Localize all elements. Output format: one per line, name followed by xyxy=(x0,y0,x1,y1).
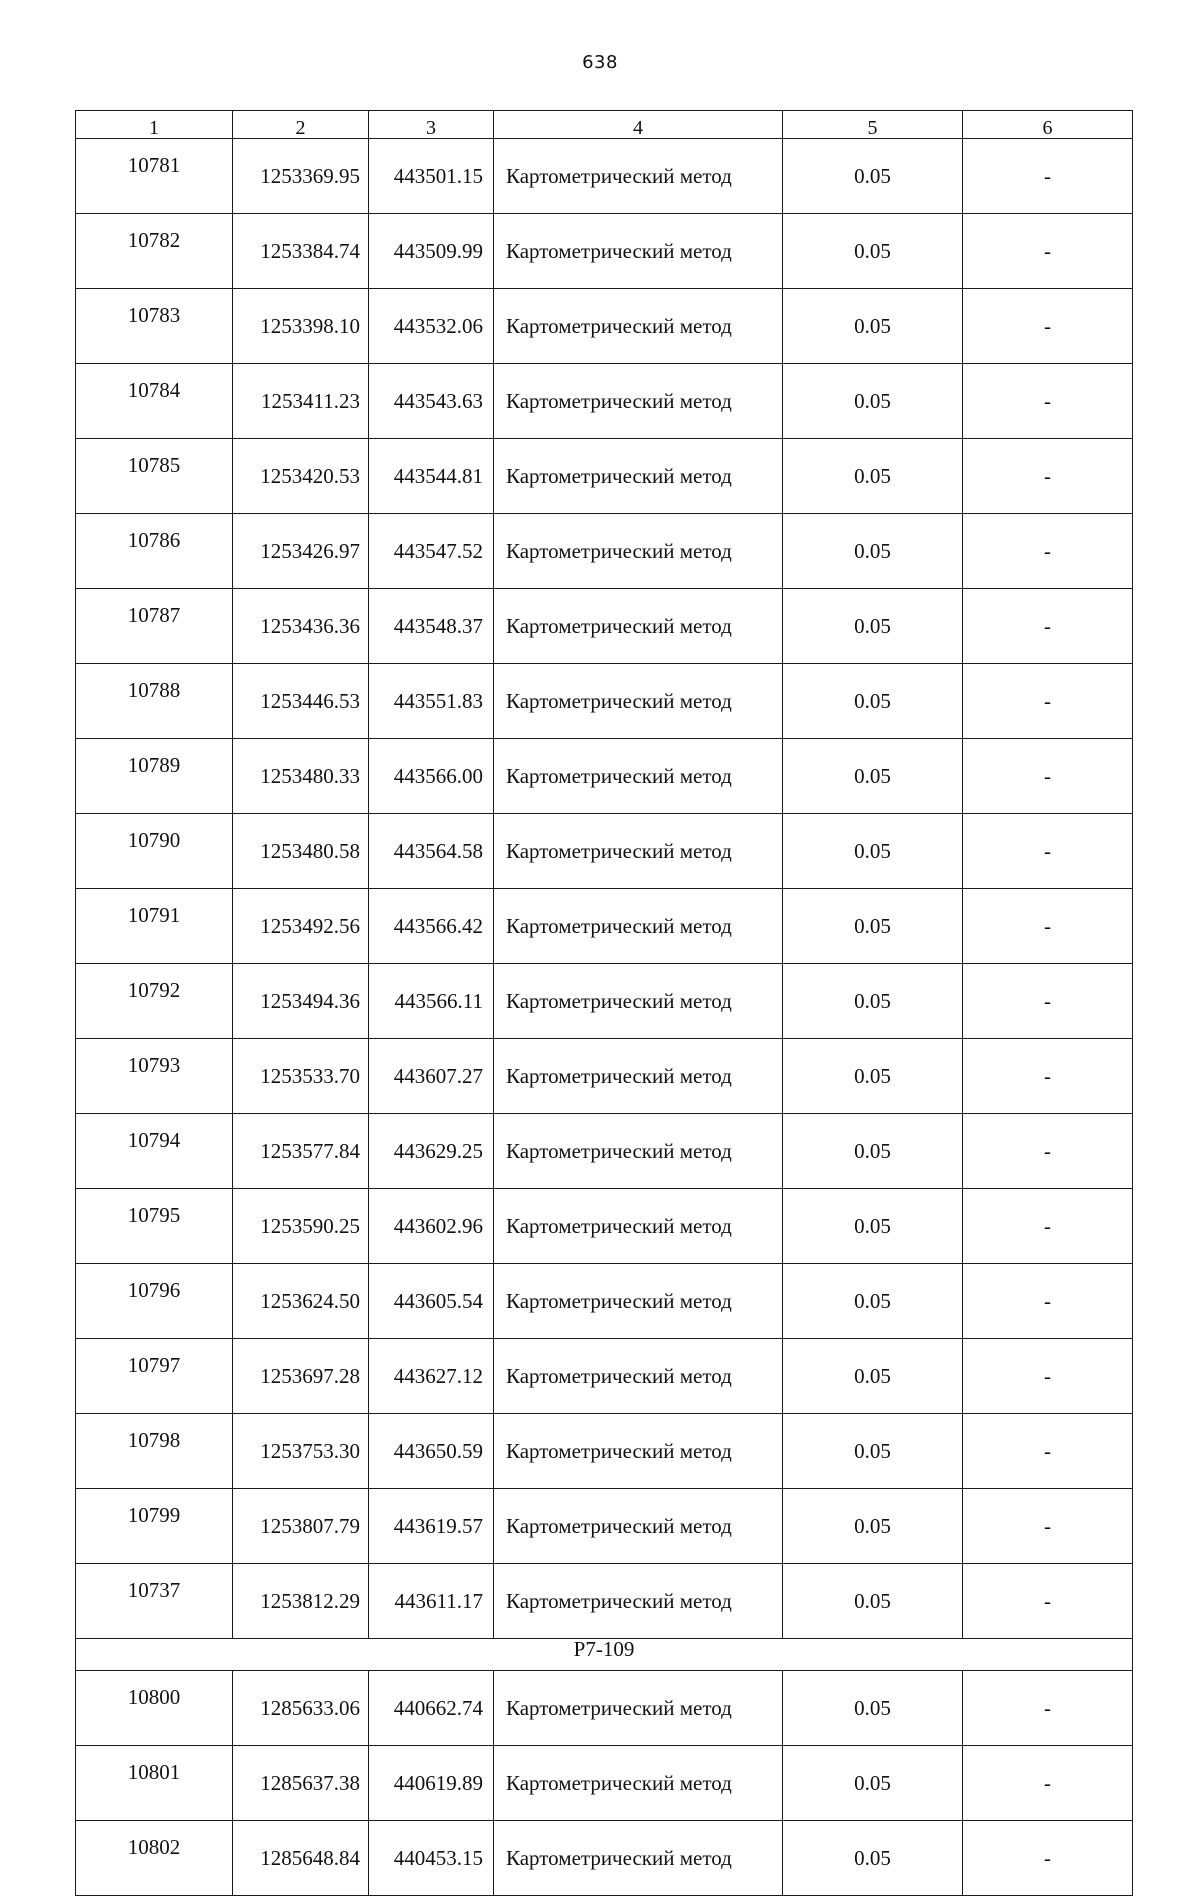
accuracy-cell: 0.05 xyxy=(783,1821,963,1896)
method-cell: Картометрический метод xyxy=(494,664,783,739)
x-coordinate-cell: 1253807.79 xyxy=(233,1489,369,1564)
y-coordinate-cell: 443548.37 xyxy=(369,589,494,664)
method-cell: Картометрический метод xyxy=(494,589,783,664)
method-cell: Картометрический метод xyxy=(494,1039,783,1114)
table-row xyxy=(76,589,1133,664)
x-coordinate-cell: 1253590.25 xyxy=(233,1189,369,1264)
coordinates-table xyxy=(75,110,1133,1896)
accuracy-cell: 0.05 xyxy=(783,1564,963,1639)
y-coordinate-cell: 443566.11 xyxy=(369,964,494,1039)
x-coordinate-cell: 1285633.06 xyxy=(233,1671,369,1746)
note-cell: - xyxy=(963,1264,1133,1339)
accuracy-cell: 0.05 xyxy=(783,664,963,739)
note-cell: - xyxy=(963,814,1133,889)
point-number-cell: 10781 xyxy=(76,139,233,214)
page-number: 638 xyxy=(582,52,618,73)
y-coordinate-cell: 443509.99 xyxy=(369,214,494,289)
accuracy-cell: 0.05 xyxy=(783,214,963,289)
table-row xyxy=(76,1189,1133,1264)
note-cell: - xyxy=(963,139,1133,214)
point-number-cell: 10791 xyxy=(76,889,233,964)
x-coordinate-cell: 1253384.74 xyxy=(233,214,369,289)
table-row xyxy=(76,964,1133,1039)
x-coordinate-cell: 1253697.28 xyxy=(233,1339,369,1414)
accuracy-cell: 0.05 xyxy=(783,1114,963,1189)
note-cell: - xyxy=(963,1671,1133,1746)
x-coordinate-cell: 1285648.84 xyxy=(233,1821,369,1896)
section-row xyxy=(76,1639,1133,1671)
y-coordinate-cell: 443602.96 xyxy=(369,1189,494,1264)
point-number-cell: 10788 xyxy=(76,664,233,739)
note-cell: - xyxy=(963,1414,1133,1489)
table-row xyxy=(76,1264,1133,1339)
table-header-row xyxy=(76,111,1133,139)
y-coordinate-cell: 443501.15 xyxy=(369,139,494,214)
y-coordinate-cell: 443532.06 xyxy=(369,289,494,364)
column-header: 3 xyxy=(369,111,494,139)
method-cell: Картометрический метод xyxy=(494,964,783,1039)
y-coordinate-cell: 443607.27 xyxy=(369,1039,494,1114)
point-number-cell: 10795 xyxy=(76,1189,233,1264)
point-number-cell: 10782 xyxy=(76,214,233,289)
point-number-cell: 10784 xyxy=(76,364,233,439)
method-cell: Картометрический метод xyxy=(494,889,783,964)
table-row xyxy=(76,1821,1133,1896)
x-coordinate-cell: 1253398.10 xyxy=(233,289,369,364)
table-row xyxy=(76,739,1133,814)
note-cell: - xyxy=(963,1746,1133,1821)
note-cell: - xyxy=(963,1189,1133,1264)
point-number-cell: 10785 xyxy=(76,439,233,514)
method-cell: Картометрический метод xyxy=(494,514,783,589)
note-cell: - xyxy=(963,1489,1133,1564)
note-cell: - xyxy=(963,589,1133,664)
accuracy-cell: 0.05 xyxy=(783,964,963,1039)
method-cell: Картометрический метод xyxy=(494,1489,783,1564)
point-number-cell: 10796 xyxy=(76,1264,233,1339)
point-number-cell: 10789 xyxy=(76,739,233,814)
note-cell: - xyxy=(963,664,1133,739)
point-number-cell: 10798 xyxy=(76,1414,233,1489)
x-coordinate-cell: 1253753.30 xyxy=(233,1414,369,1489)
x-coordinate-cell: 1253624.50 xyxy=(233,1264,369,1339)
note-cell: - xyxy=(963,439,1133,514)
accuracy-cell: 0.05 xyxy=(783,814,963,889)
x-coordinate-cell: 1253411.23 xyxy=(233,364,369,439)
accuracy-cell: 0.05 xyxy=(783,1339,963,1414)
x-coordinate-cell: 1253369.95 xyxy=(233,139,369,214)
y-coordinate-cell: 443627.12 xyxy=(369,1339,494,1414)
section-label: Р7-109 xyxy=(76,1639,1133,1671)
accuracy-cell: 0.05 xyxy=(783,1039,963,1114)
y-coordinate-cell: 443544.81 xyxy=(369,439,494,514)
accuracy-cell: 0.05 xyxy=(783,514,963,589)
accuracy-cell: 0.05 xyxy=(783,439,963,514)
accuracy-cell: 0.05 xyxy=(783,1414,963,1489)
accuracy-cell: 0.05 xyxy=(783,289,963,364)
x-coordinate-cell: 1285637.38 xyxy=(233,1746,369,1821)
note-cell: - xyxy=(963,364,1133,439)
table-row xyxy=(76,814,1133,889)
point-number-cell: 10802 xyxy=(76,1821,233,1896)
point-number-cell: 10799 xyxy=(76,1489,233,1564)
method-cell: Картометрический метод xyxy=(494,289,783,364)
column-header: 4 xyxy=(494,111,783,139)
y-coordinate-cell: 443619.57 xyxy=(369,1489,494,1564)
method-cell: Картометрический метод xyxy=(494,814,783,889)
point-number-cell: 10794 xyxy=(76,1114,233,1189)
table-row xyxy=(76,364,1133,439)
point-number-cell: 10783 xyxy=(76,289,233,364)
y-coordinate-cell: 443543.63 xyxy=(369,364,494,439)
column-header: 2 xyxy=(233,111,369,139)
accuracy-cell: 0.05 xyxy=(783,1264,963,1339)
note-cell: - xyxy=(963,1564,1133,1639)
accuracy-cell: 0.05 xyxy=(783,739,963,814)
table-row xyxy=(76,214,1133,289)
table-row xyxy=(76,889,1133,964)
point-number-cell: 10797 xyxy=(76,1339,233,1414)
y-coordinate-cell: 443547.52 xyxy=(369,514,494,589)
table-row xyxy=(76,1746,1133,1821)
y-coordinate-cell: 443629.25 xyxy=(369,1114,494,1189)
table-row xyxy=(76,289,1133,364)
table-row xyxy=(76,139,1133,214)
point-number-cell: 10786 xyxy=(76,514,233,589)
x-coordinate-cell: 1253446.53 xyxy=(233,664,369,739)
method-cell: Картометрический метод xyxy=(494,739,783,814)
method-cell: Картометрический метод xyxy=(494,214,783,289)
point-number-cell: 10801 xyxy=(76,1746,233,1821)
y-coordinate-cell: 440662.74 xyxy=(369,1671,494,1746)
note-cell: - xyxy=(963,1114,1133,1189)
point-number-cell: 10787 xyxy=(76,589,233,664)
point-number-cell: 10793 xyxy=(76,1039,233,1114)
y-coordinate-cell: 440619.89 xyxy=(369,1746,494,1821)
y-coordinate-cell: 443611.17 xyxy=(369,1564,494,1639)
note-cell: - xyxy=(963,964,1133,1039)
x-coordinate-cell: 1253420.53 xyxy=(233,439,369,514)
note-cell: - xyxy=(963,889,1133,964)
method-cell: Картометрический метод xyxy=(494,139,783,214)
y-coordinate-cell: 440453.15 xyxy=(369,1821,494,1896)
note-cell: - xyxy=(963,1821,1133,1896)
x-coordinate-cell: 1253480.58 xyxy=(233,814,369,889)
x-coordinate-cell: 1253812.29 xyxy=(233,1564,369,1639)
method-cell: Картометрический метод xyxy=(494,439,783,514)
y-coordinate-cell: 443566.00 xyxy=(369,739,494,814)
table-row xyxy=(76,1671,1133,1746)
method-cell: Картометрический метод xyxy=(494,1189,783,1264)
x-coordinate-cell: 1253494.36 xyxy=(233,964,369,1039)
table-row xyxy=(76,1114,1133,1189)
point-number-cell: 10792 xyxy=(76,964,233,1039)
column-header: 5 xyxy=(783,111,963,139)
accuracy-cell: 0.05 xyxy=(783,1671,963,1746)
point-number-cell: 10790 xyxy=(76,814,233,889)
column-header: 1 xyxy=(76,111,233,139)
accuracy-cell: 0.05 xyxy=(783,1489,963,1564)
y-coordinate-cell: 443551.83 xyxy=(369,664,494,739)
x-coordinate-cell: 1253436.36 xyxy=(233,589,369,664)
note-cell: - xyxy=(963,289,1133,364)
table-row xyxy=(76,514,1133,589)
method-cell: Картометрический метод xyxy=(494,364,783,439)
point-number-cell: 10800 xyxy=(76,1671,233,1746)
table-row xyxy=(76,1564,1133,1639)
x-coordinate-cell: 1253480.33 xyxy=(233,739,369,814)
method-cell: Картометрический метод xyxy=(494,1414,783,1489)
note-cell: - xyxy=(963,1339,1133,1414)
method-cell: Картометрический метод xyxy=(494,1821,783,1896)
table-row xyxy=(76,1489,1133,1564)
accuracy-cell: 0.05 xyxy=(783,889,963,964)
y-coordinate-cell: 443566.42 xyxy=(369,889,494,964)
x-coordinate-cell: 1253492.56 xyxy=(233,889,369,964)
accuracy-cell: 0.05 xyxy=(783,1189,963,1264)
method-cell: Картометрический метод xyxy=(494,1339,783,1414)
accuracy-cell: 0.05 xyxy=(783,589,963,664)
accuracy-cell: 0.05 xyxy=(783,1746,963,1821)
method-cell: Картометрический метод xyxy=(494,1671,783,1746)
note-cell: - xyxy=(963,214,1133,289)
table-row xyxy=(76,1039,1133,1114)
y-coordinate-cell: 443605.54 xyxy=(369,1264,494,1339)
point-number-cell: 10737 xyxy=(76,1564,233,1639)
method-cell: Картометрический метод xyxy=(494,1264,783,1339)
note-cell: - xyxy=(963,514,1133,589)
y-coordinate-cell: 443650.59 xyxy=(369,1414,494,1489)
table-row xyxy=(76,1339,1133,1414)
table-row xyxy=(76,1414,1133,1489)
accuracy-cell: 0.05 xyxy=(783,139,963,214)
note-cell: - xyxy=(963,1039,1133,1114)
method-cell: Картометрический метод xyxy=(494,1114,783,1189)
x-coordinate-cell: 1253426.97 xyxy=(233,514,369,589)
x-coordinate-cell: 1253533.70 xyxy=(233,1039,369,1114)
table-row xyxy=(76,439,1133,514)
y-coordinate-cell: 443564.58 xyxy=(369,814,494,889)
method-cell: Картометрический метод xyxy=(494,1564,783,1639)
column-header: 6 xyxy=(963,111,1133,139)
table-row xyxy=(76,664,1133,739)
method-cell: Картометрический метод xyxy=(494,1746,783,1821)
accuracy-cell: 0.05 xyxy=(783,364,963,439)
note-cell: - xyxy=(963,739,1133,814)
x-coordinate-cell: 1253577.84 xyxy=(233,1114,369,1189)
